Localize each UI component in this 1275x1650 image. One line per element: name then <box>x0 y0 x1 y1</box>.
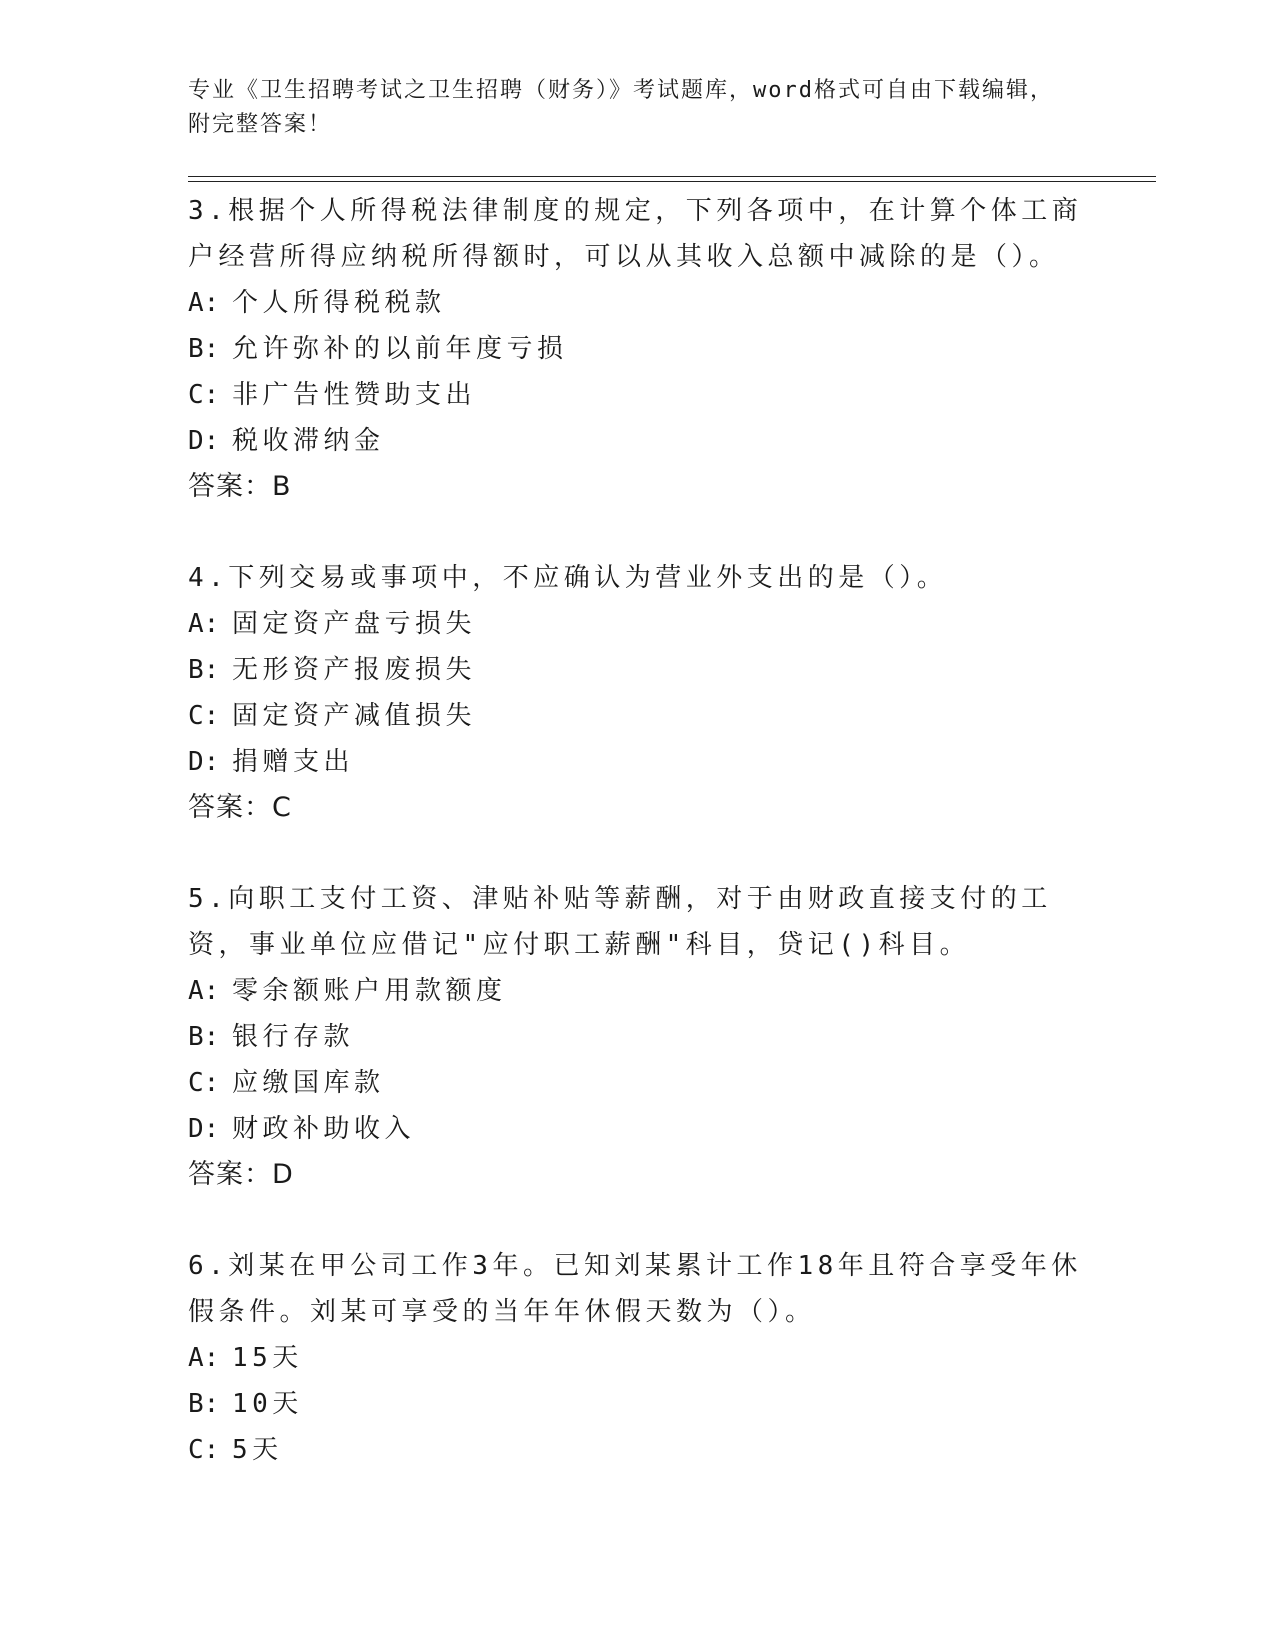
question-5 <box>188 876 1088 1198</box>
option-a <box>188 280 1088 326</box>
option-text: 无形资产报废损失 <box>232 655 477 685</box>
option-letter: B: <box>188 1389 220 1419</box>
option-letter: A: <box>188 609 220 639</box>
option-letter: C: <box>188 1435 220 1465</box>
question-stem: 3.根据个人所得税法律制度的规定，下列各项中，在计算个体工商户经营所得应纳税所得额时，可以从其收入总额中减除的是（）。 <box>188 196 1083 272</box>
answer-line: 答案：D <box>188 1159 294 1190</box>
option-text: 15天 <box>232 1343 303 1373</box>
option-text: 10天 <box>232 1389 303 1419</box>
option-b <box>188 647 1088 693</box>
option-letter: A: <box>188 976 220 1006</box>
option-text: 应缴国库款 <box>232 1068 385 1098</box>
option-c <box>188 372 1088 418</box>
option-letter: C: <box>188 701 220 731</box>
question-6 <box>188 1243 1088 1473</box>
option-a <box>188 1335 1088 1381</box>
option-letter: C: <box>188 380 220 410</box>
option-text: 捐赠支出 <box>232 747 355 777</box>
option-letter: D: <box>188 1114 220 1144</box>
option-text: 非广告性赞助支出 <box>232 380 477 410</box>
question-stem: 4.下列交易或事项中，不应确认为营业外支出的是（）。 <box>188 563 948 593</box>
option-text: 固定资产盘亏损失 <box>232 609 477 639</box>
header-divider-top <box>188 176 1156 177</box>
option-text: 允许弥补的以前年度亏损 <box>232 334 568 364</box>
answer-line: 答案：B <box>188 471 292 502</box>
header-divider-bottom <box>188 181 1156 182</box>
option-c <box>188 1060 1088 1106</box>
option-text: 税收滞纳金 <box>232 426 385 456</box>
option-letter: C: <box>188 1068 220 1098</box>
document-header: 专业《卫生招聘考试之卫生招聘（财务）》考试题库，word格式可自由下载编辑，附完整答案！ <box>188 78 1054 137</box>
option-a <box>188 968 1088 1014</box>
option-text: 固定资产减值损失 <box>232 701 477 731</box>
option-text: 银行存款 <box>232 1022 355 1052</box>
question-stem: 6.刘某在甲公司工作3年。已知刘某累计工作18年且符合享受年休假条件。刘某可享受的当年年休假天数为（）。 <box>188 1251 1082 1327</box>
option-letter: B: <box>188 1022 220 1052</box>
option-d <box>188 418 1088 464</box>
option-letter: B: <box>188 655 220 685</box>
question-3 <box>188 188 1088 510</box>
option-text: 零余额账户用款额度 <box>232 976 507 1006</box>
option-letter: A: <box>188 288 220 318</box>
option-a <box>188 601 1088 647</box>
option-d <box>188 1106 1088 1152</box>
answer-line: 答案：C <box>188 792 292 823</box>
option-letter: B: <box>188 334 220 364</box>
option-text: 个人所得税税款 <box>232 288 446 318</box>
question-stem: 5.向职工支付工资、津贴补贴等薪酬，对于由财政直接支付的工资，事业单位应借记"应付职工薪酬"科目，贷记()科目。 <box>188 884 1052 960</box>
option-d <box>188 739 1088 785</box>
option-text: 财政补助收入 <box>232 1114 416 1144</box>
option-letter: D: <box>188 426 220 456</box>
option-b <box>188 326 1088 372</box>
option-letter: D: <box>188 747 220 777</box>
option-c <box>188 1427 1088 1473</box>
option-letter: A: <box>188 1343 220 1373</box>
question-4 <box>188 555 1088 831</box>
option-b <box>188 1381 1088 1427</box>
option-text: 5天 <box>232 1435 283 1465</box>
option-c <box>188 693 1088 739</box>
option-b <box>188 1014 1088 1060</box>
